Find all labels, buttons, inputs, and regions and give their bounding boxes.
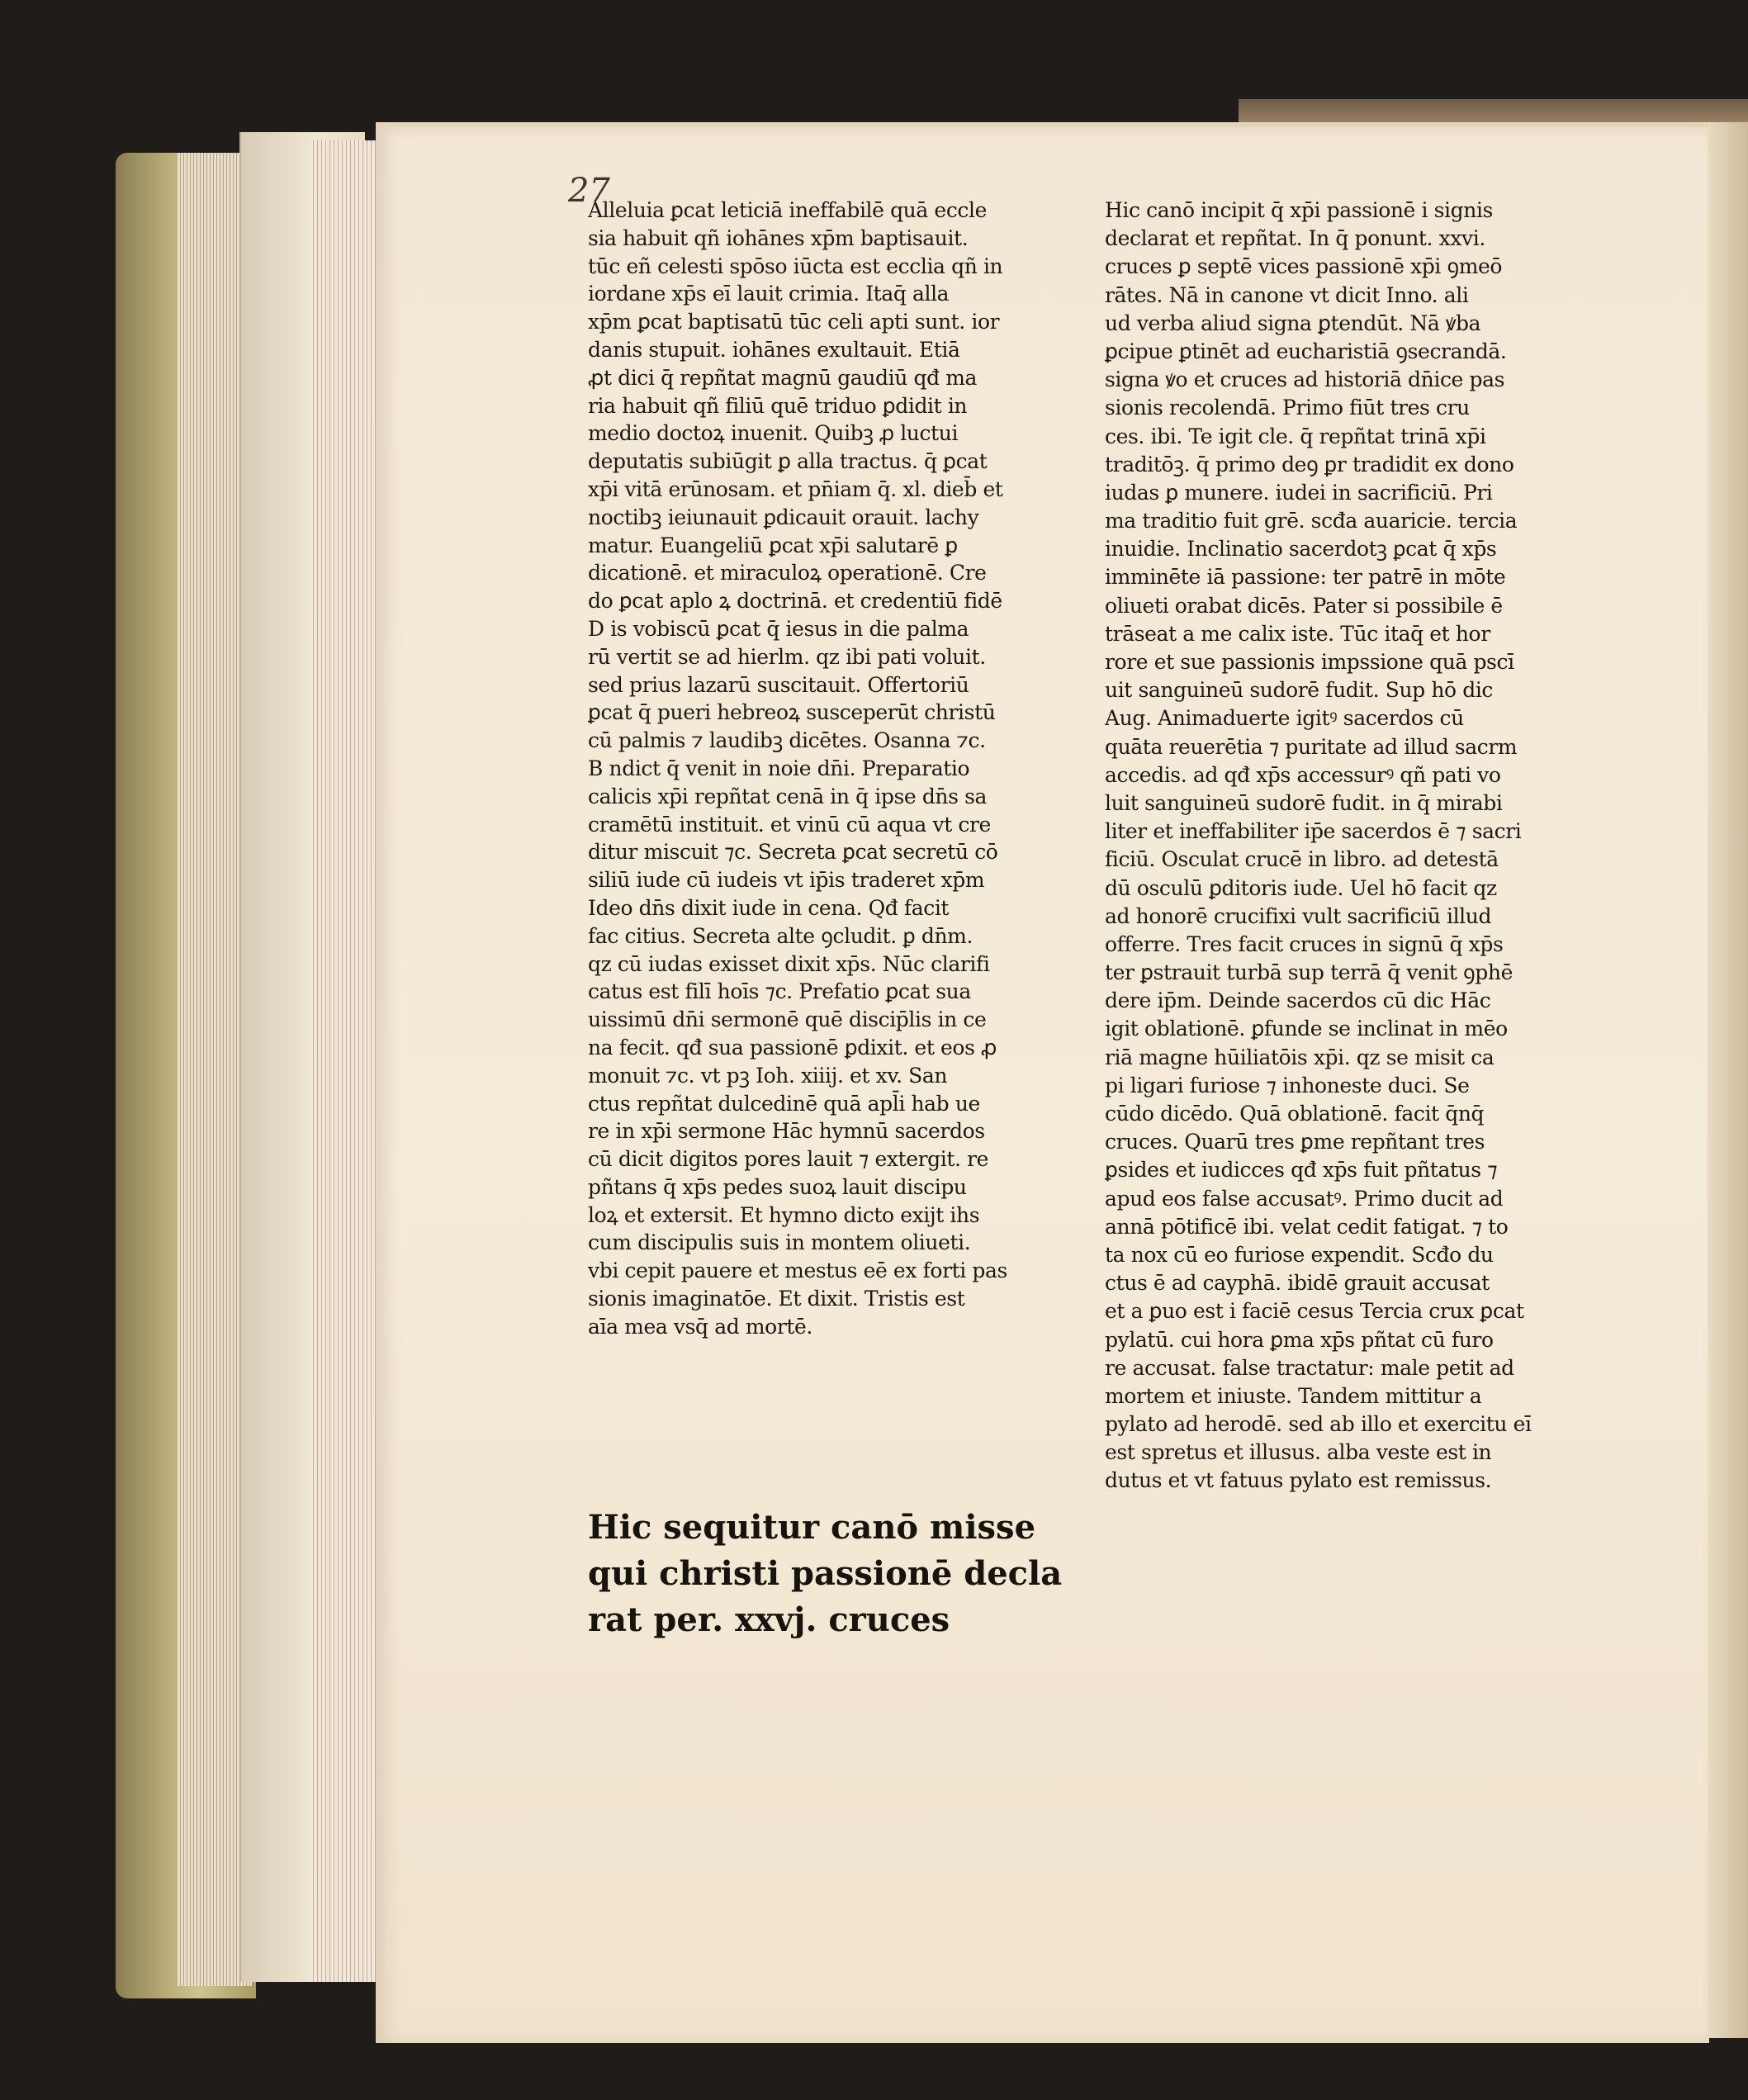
text-line: sionis imaginatōe. Et dixit. Tristis est <box>588 1287 965 1311</box>
text-line: monuit ⁊c. vt pꝫ Ioh. xiiij. et xv. San <box>588 1063 948 1088</box>
text-line: ꝑcipue ꝑtinēt ad eucharistiā ꝯsecrandā. <box>1105 339 1507 363</box>
text-line: declarat et repñtat. In q̄ ponunt. xxvi. <box>1105 226 1485 251</box>
text-line: catus est filī hoīs ⁊c. Prefatio ꝑcat sua <box>588 979 971 1004</box>
text-line: quāta reuerētia ⁊ puritate ad illud sacrm <box>1105 734 1518 759</box>
text-line: Aug. Animaduerte igitꝰ sacerdos cū <box>1105 706 1464 731</box>
text-line: dutus et vt fatuus pylato est remissus. <box>1105 1468 1492 1493</box>
text-line: tūc eñ celesti spōso iūcta est ecclia qñ in <box>588 254 1003 278</box>
text-line: fac citius. Secreta alte ꝯcludit. ꝑ dn̄m. <box>588 923 973 948</box>
right-page-edge <box>1708 122 1748 2038</box>
text-line: ces. ibi. Te igit cle. q̄ repñtat trinā xp̄i <box>1105 424 1486 448</box>
left-text-column <box>588 197 1067 1341</box>
heading-line: rat per. xxvj. cruces <box>588 1600 950 1639</box>
text-line: deputatis subiūgit ꝑ alla tractus. q̄ ꝑcat <box>588 449 988 474</box>
text-line: apud eos false accusatꝰ. Primo ducit ad <box>1105 1186 1504 1211</box>
text-line: pylatū. cui hora ꝑma xp̄s pñtat cū furo <box>1105 1327 1494 1352</box>
text-line: mortem et iniuste. Tandem mittitur a <box>1105 1383 1482 1408</box>
text-line: ta nox cū eo furiose expendit. Scđo du <box>1105 1242 1494 1267</box>
text-line: ꝑcat q̄ pueri hebreoꝝ susceperūt christū <box>588 700 996 725</box>
text-line: loꝝ et extersit. Et hymno dicto exijt ihs <box>588 1202 980 1227</box>
text-line: medio doctoꝝ inuenit. Quibꝫ ꝓ luctui <box>588 421 959 446</box>
text-line: liter et ineffabiliter ip̄e sacerdos ē ⁊ sacri <box>1105 819 1522 844</box>
text-line: ctus repñtat dulcedinē quā apl̄i hab ue <box>588 1091 980 1116</box>
text-line: est spretus et illusus. alba veste est in <box>1105 1440 1492 1465</box>
heading-line: Hic sequitur canō misse <box>588 1508 1036 1547</box>
text-line: Alleluia ꝑcat leticiā ineffabilē quā eccle <box>588 198 988 222</box>
text-line: cramētū instituit. et vinū cū aqua vt cre <box>588 812 991 837</box>
text-line: ad honorē crucifixi vult sacrificiū illud <box>1105 903 1492 928</box>
text-line: Ideo dn̄s dixit iude in cena. Qđ facit <box>588 895 950 920</box>
text-line: re in xp̄i sermone Hāc hymnū sacerdos <box>588 1119 985 1144</box>
text-line: siliū iude cū iudeis vt ip̄is traderet xp̄m <box>588 868 985 893</box>
text-line: riā magne hūiliatōis xp̄i. qz se misit ca <box>1105 1045 1495 1069</box>
text-line: inuidie. Inclinatio sacerdotꝫ ꝑcat q̄ xp̄s <box>1105 537 1497 562</box>
text-line: imminēte iā passione: ter patrē in mōte <box>1105 565 1506 590</box>
text-line: igit oblationē. ꝑfunde se inclinat in mēo <box>1105 1017 1508 1041</box>
text-line: offerre. Tres facit cruces in signū q̄ xp̄s <box>1105 931 1504 956</box>
text-line: cū dicit digitos pores lauit ⁊ extergit. re <box>588 1147 989 1172</box>
text-line: pñtans q̄ xp̄s pedes suoꝝ lauit discipu <box>588 1174 967 1199</box>
text-line: danis stupuit. iohānes exultauit. Etiā <box>588 337 960 362</box>
text-line: cruces ꝑ septē vices passionē xp̄i ꝯmeō <box>1105 254 1503 279</box>
text-line: cūdo dicēdo. Quā oblationē. facit q̄nq̄ <box>1105 1102 1485 1126</box>
text-line: ctus ē ad cayphā. ibidē grauit accusat <box>1105 1271 1490 1296</box>
text-line: ditur miscuit ⁊c. Secreta ꝑcat secretū cō <box>588 840 998 865</box>
text-line: ma traditio fuit grē. scđa auaricie. tercia <box>1105 509 1518 533</box>
text-line: iordane xp̄s eī lauit crimia. Itaq̄ alla <box>588 282 950 306</box>
text-line: oliueti orabat dicēs. Pater si possibile ē <box>1105 593 1503 618</box>
text-line: ud verba aliud signa ꝑtendūt. Nā ꝟba <box>1105 310 1481 335</box>
text-line: iudas ꝑ munere. iudei in sacrificiū. Pri <box>1105 480 1493 505</box>
text-line: noctibꝫ ieiunauit ꝑdicauit orauit. lachy <box>588 505 979 529</box>
text-line: traditōꝫ. q̄ primo deꝯ ꝑr tradidit ex dono <box>1105 452 1514 476</box>
text-line: rū vertit se ad hierlm. qz ibi pati voluit. <box>588 644 986 669</box>
text-line: calicis xp̄i repñtat cenā in q̄ ipse dn̄s sa <box>588 784 988 808</box>
text-line: pi ligari furiose ⁊ inhoneste duci. Se <box>1105 1073 1470 1097</box>
text-line: cum discipulis suis in montem oliueti. <box>588 1230 971 1255</box>
folio-number: 27 <box>568 172 610 210</box>
page-edges <box>310 140 384 1982</box>
text-line: cū palmis ⁊ laudibꝫ dicētes. Osanna ⁊c. <box>588 728 986 753</box>
text-line: vbi cepit pauere et mestus eē ex forti pas <box>588 1259 1007 1283</box>
text-line: cruces. Quarū tres ꝑme repñtant tres <box>1105 1130 1485 1154</box>
text-line: ꝓt dici q̄ repñtat magnū gaudiū qđ ma <box>588 365 978 390</box>
text-line: do ꝑcat aplo ꝝ doctrinā. et credentiū fidē <box>588 589 1002 614</box>
text-line: rore et sue passionis impssione quā pscī <box>1105 650 1514 674</box>
text-line: luit sanguineū sudorē fudit. in q̄ mirabi <box>1105 790 1503 815</box>
text-line: dicationē. et miraculoꝝ operationē. Cre <box>588 561 987 585</box>
text-line: signa ꝟo et cruces ad historiā dn̄ice pas <box>1105 367 1505 392</box>
text-line: D is vobiscū ꝑcat q̄ iesus in die palma <box>588 616 969 641</box>
text-line: rātes. Nā in canone vt dicit Inno. ali <box>1105 282 1469 307</box>
text-line: annā pōtificē ibi. velat cedit fatigat. ⁊ to <box>1105 1214 1509 1239</box>
text-line: Hic canō incipit q̄ xp̄i passionē i signis <box>1105 198 1493 222</box>
text-line: dere ip̄m. Deinde sacerdos cū dic Hāc <box>1105 988 1491 1013</box>
text-line: ria habuit qñ filiū quē triduo ꝑdidit in <box>588 393 968 418</box>
text-line: re accusat. false tractatur: male petit ad <box>1105 1355 1514 1380</box>
text-line: sionis recolendā. Primo fiūt tres cru <box>1105 396 1470 420</box>
text-line: et a ꝑuo est i faciē cesus Tercia crux ꝑcat <box>1105 1299 1524 1324</box>
text-line: uissimū dn̄i sermonē quē discip̄lis in ce <box>588 1007 987 1032</box>
text-line: sed prius lazarū suscitauit. Offertoriū <box>588 672 969 697</box>
right-text-column <box>1105 197 1584 1496</box>
text-line: ter ꝑstrauit turbā sup terrā q̄ venit ꝯphē <box>1105 960 1513 985</box>
text-line: B ndict q̄ venit in noie dn̄i. Preparatio <box>588 756 970 780</box>
text-line: ficiū. Osculat crucē in libro. ad detestā <box>1105 847 1499 872</box>
text-line: aīa mea vsq̄ ad mortē. <box>588 1314 812 1339</box>
text-line: xp̄m ꝑcat baptisatū tūc celi apti sunt. ior <box>588 310 1000 334</box>
heading-line: qui christi passionē decla <box>588 1554 1063 1593</box>
text-line: qz cū iudas exisset dixit xp̄s. Nūc clarifi <box>588 951 990 976</box>
section-heading <box>588 1505 1067 1643</box>
text-line: dū osculū ꝑditoris iude. Uel hō facit qz <box>1105 875 1497 900</box>
text-line: matur. Euangeliū ꝑcat xp̄i salutarē ꝑ <box>588 533 958 557</box>
text-line: sia habuit qñ iohānes xp̄m baptisauit. <box>588 225 969 250</box>
text-line: xp̄i vitā erūnosam. et pn̄iam q̄. xl. dieb̄ et <box>588 476 1003 501</box>
text-line: accedis. ad qđ xp̄s accessurꝰ qñ pati vo <box>1105 762 1501 787</box>
text-line: na fecit. qđ sua passionē ꝑdixit. et eos ꝓ <box>588 1035 997 1059</box>
text-line: ꝑsides et iudicces qđ xp̄s fuit pñtatus ⁊ <box>1105 1158 1498 1183</box>
text-line: trāseat a me calix iste. Tūc itaq̄ et hor <box>1105 621 1490 646</box>
text-line: uit sanguineū sudorē fudit. Sup hō dic <box>1105 678 1494 703</box>
text-line: pylato ad herodē. sed ab illo et exercitu eī <box>1105 1412 1532 1437</box>
